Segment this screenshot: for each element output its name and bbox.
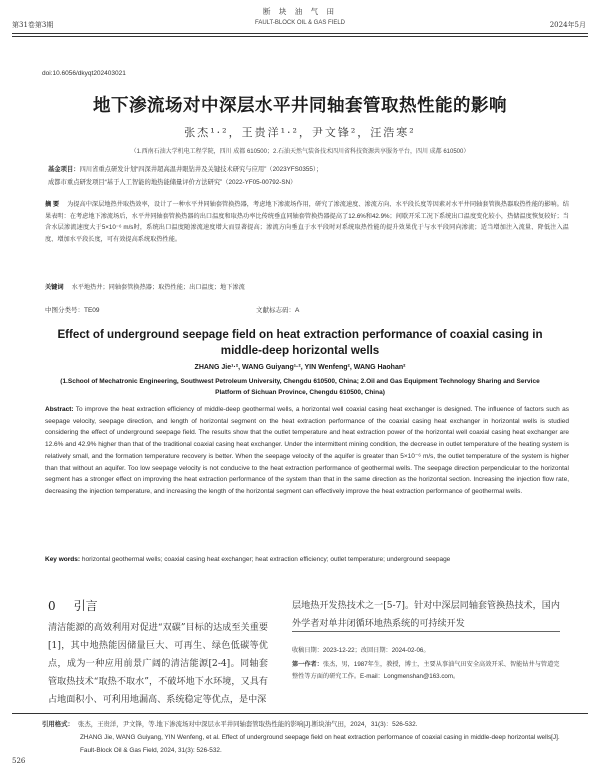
doi[interactable]: doi:10.6056/dkyqt202403021 [42,70,126,77]
citation-cn [42,719,572,732]
header-rule-thin [12,36,588,37]
abstract-en [45,404,569,498]
abstract-cn-label: 摘 要 [45,201,60,208]
citation-cn-text: 张杰，王贵洋，尹文锋，等.地下渗流场对中深层水平井同轴套管取热性能的影响[J].断块油气田，2024，31(3)：526-532. [77,721,418,728]
keywords-en [45,554,569,566]
affiliation-en: (1.School of Mechatronic Engineering, Southwest Petroleum University, Chengdu 610500, China; 2.Oil and Gas Equipment Technology Sharing and Service Platform of Sichuan Province, Chengdu 610500, China) [60,378,540,396]
journal-name-en: FAULT-BLOCK OIL & GAS FIELD [254,20,346,26]
section-heading [48,597,98,614]
keywords-en-label: Key words: [45,556,81,563]
authors-cn: 张杰¹·²，王贵洋¹·²，尹文锋²，汪浩寒² [184,126,416,139]
clc-number: 中图分类号：TE09 [45,307,100,314]
section-number: 0 [48,599,56,613]
citation-rule [12,713,588,714]
funding-line-2: 成都市重点研发项目“基于人工智能的地热能储量评价方法研究”（2022-YF05-00792-SN） [48,179,297,186]
keywords-en-text: horizontal geothermal wells; coaxial casing heat exchanger; heat extraction efficiency; outlet temperature; underground seepage [81,556,451,563]
issue-date: 2024年5月 [549,21,586,29]
citation-label: 引用格式： [42,721,74,728]
footnote-separator [292,631,560,632]
header-rule [12,33,588,34]
citation-en: ZHANG Jie, WANG Guiyang, YIN Wenfeng, et al. Effect of underground seepage field on heat extraction performance of coaxial casing in middle-deep horizontal wells[J]. Fault-Block Oil & Gas Field, 2024, 31(3): 526-532. [80,734,560,754]
body-text-right: 层地热开发热技术之一[5-7]。针对中深层同轴套管换热技术，国内外学者对单井闭循环地热系统的可持续开发 [292,601,560,629]
paper-title-en: Effect of underground seepage field on heat extraction performance of coaxial casing in middle-deep horizontal wells [57,328,543,357]
keywords-cn-label: 关键词 [45,284,64,291]
page-number: 526 [12,757,26,765]
body-text-left: 清洁能源的高效利用对促进“双碳”目标的达成至关重要[1]，其中地热能因储量巨大、可再生、绿色低碳等优点，成为一种应用前景广阔的清洁能源[2-4]。同轴套管取热技术“取热不取水”，不破坏地下水环境，又具有占地面积小、可利用地漏高、系统稳定等优点，是中深 [48,623,268,705]
abstract-cn-text: 为提高中深层地热井取热效率，设计了一种水平井同轴套管换热器，考虑地下渗流场作用，研究了渗流速度、渗流方向、水平段长度等因素对水平井同轴套管换热器取热性能的影响。结果表明：在考虑地下渗流场后，水平井同轴套管换热器的出口温度和取热功率比传统垂直同轴套管换热器提高了12.6%和42.9%；间歇开采工况下系统出口温度变化较小，热储温度恢复较好；当含水层渗流速度大于5×10⁻⁶ m/s时，系统出口温度随渗流速度增大而显著提高；渗流方向垂直于水平段时对系统取热性能的提升效果优于与水平段同向渗流；适当增加注入流量、降低注入温度、增加水平段长度，可有效提高系统取热性能。 [45,201,569,243]
first-author-label: 第一作者： [292,661,323,668]
document-code: 文献标志码：A [256,307,300,314]
first-author-note [292,659,560,682]
authors-en: ZHANG Jie¹·², WANG Guiyang¹·², YIN Wenfeng², WANG Haohan² [194,364,406,371]
funding-line-1 [48,165,568,175]
received-date: 收稿日期：2023-12-22；改回日期：2024-02-06。 [292,647,430,654]
affiliation-cn: （1.西南石油大学机电工程学院，四川 成都 610500；2.石油天然气装备技术四川省科技资源共享服务平台，四川 成都 610500） [130,149,470,155]
journal-name-cn: 断 块 油 气 田 [262,7,338,16]
volume-issue: 第31卷第3期 [12,21,54,29]
abstract-cn [45,199,569,245]
abstract-en-label: Abstract: [45,406,74,413]
keywords-cn [45,282,569,291]
paper-title-cn: 地下渗流场对中深层水平井同轴套管取热性能的影响 [93,96,507,116]
section-title: 引言 [73,599,98,613]
first-author-text: 张杰，男，1987年生，教授，博士，主要从事油气田安全高效开采、智能钻井与管道完整性等方面的研究工作。E-mail：Longmenshan@163.com。 [292,661,560,680]
funding-label: 基金项目： [48,166,80,173]
abstract-en-text: To improve the heat extraction efficiency of middle-deep geothermal wells, a horizontal well coaxial casing heat exchanger is designed. The influence of factors such as seepage velocity, seepage direction, and length of horizontal segment on the heat extraction performance of the coaxial casing heat exchanger in horizontal wells is studied considering the effect of underground seepage field. The results show that the outlet temperature and heat extraction power of the horizontal well coaxial casing heat exchanger are 12.6% and 42.9% higher than that of the traditional coaxial casing heat exchanger. Under the intermittent mining condition, the decrease in outlet temperature of the heating system is relatively small, and the formation temperature recovery is better. When the seepage velocity of the aquifer is greater than 5×10⁻⁶ m/s, the outlet temperature of the system is higher than that without an aquifer. Too low seepage velocity is not conducive to the heat extraction performance of geothermal wells. The seepage direction perpendicular to the horizontal segment has a stronger effect on improving the heat extraction performance of the system than that in the same direction as the horizontal section. Increasing the injection flow rate, decreasing the injection temperature, and increasing the length of the horizontal segment can effectively improve the heat extraction performance of geothermal wells. [45,406,569,495]
funding-text-1: 四川省重点研发计划“四深井超高温井眼钻井及关键技术研究与应用”（2023YFS0355）； [79,166,323,173]
keywords-cn-text: 水平地热井；同轴套管换热器；取热性能；出口温度；地下渗流 [71,284,245,291]
